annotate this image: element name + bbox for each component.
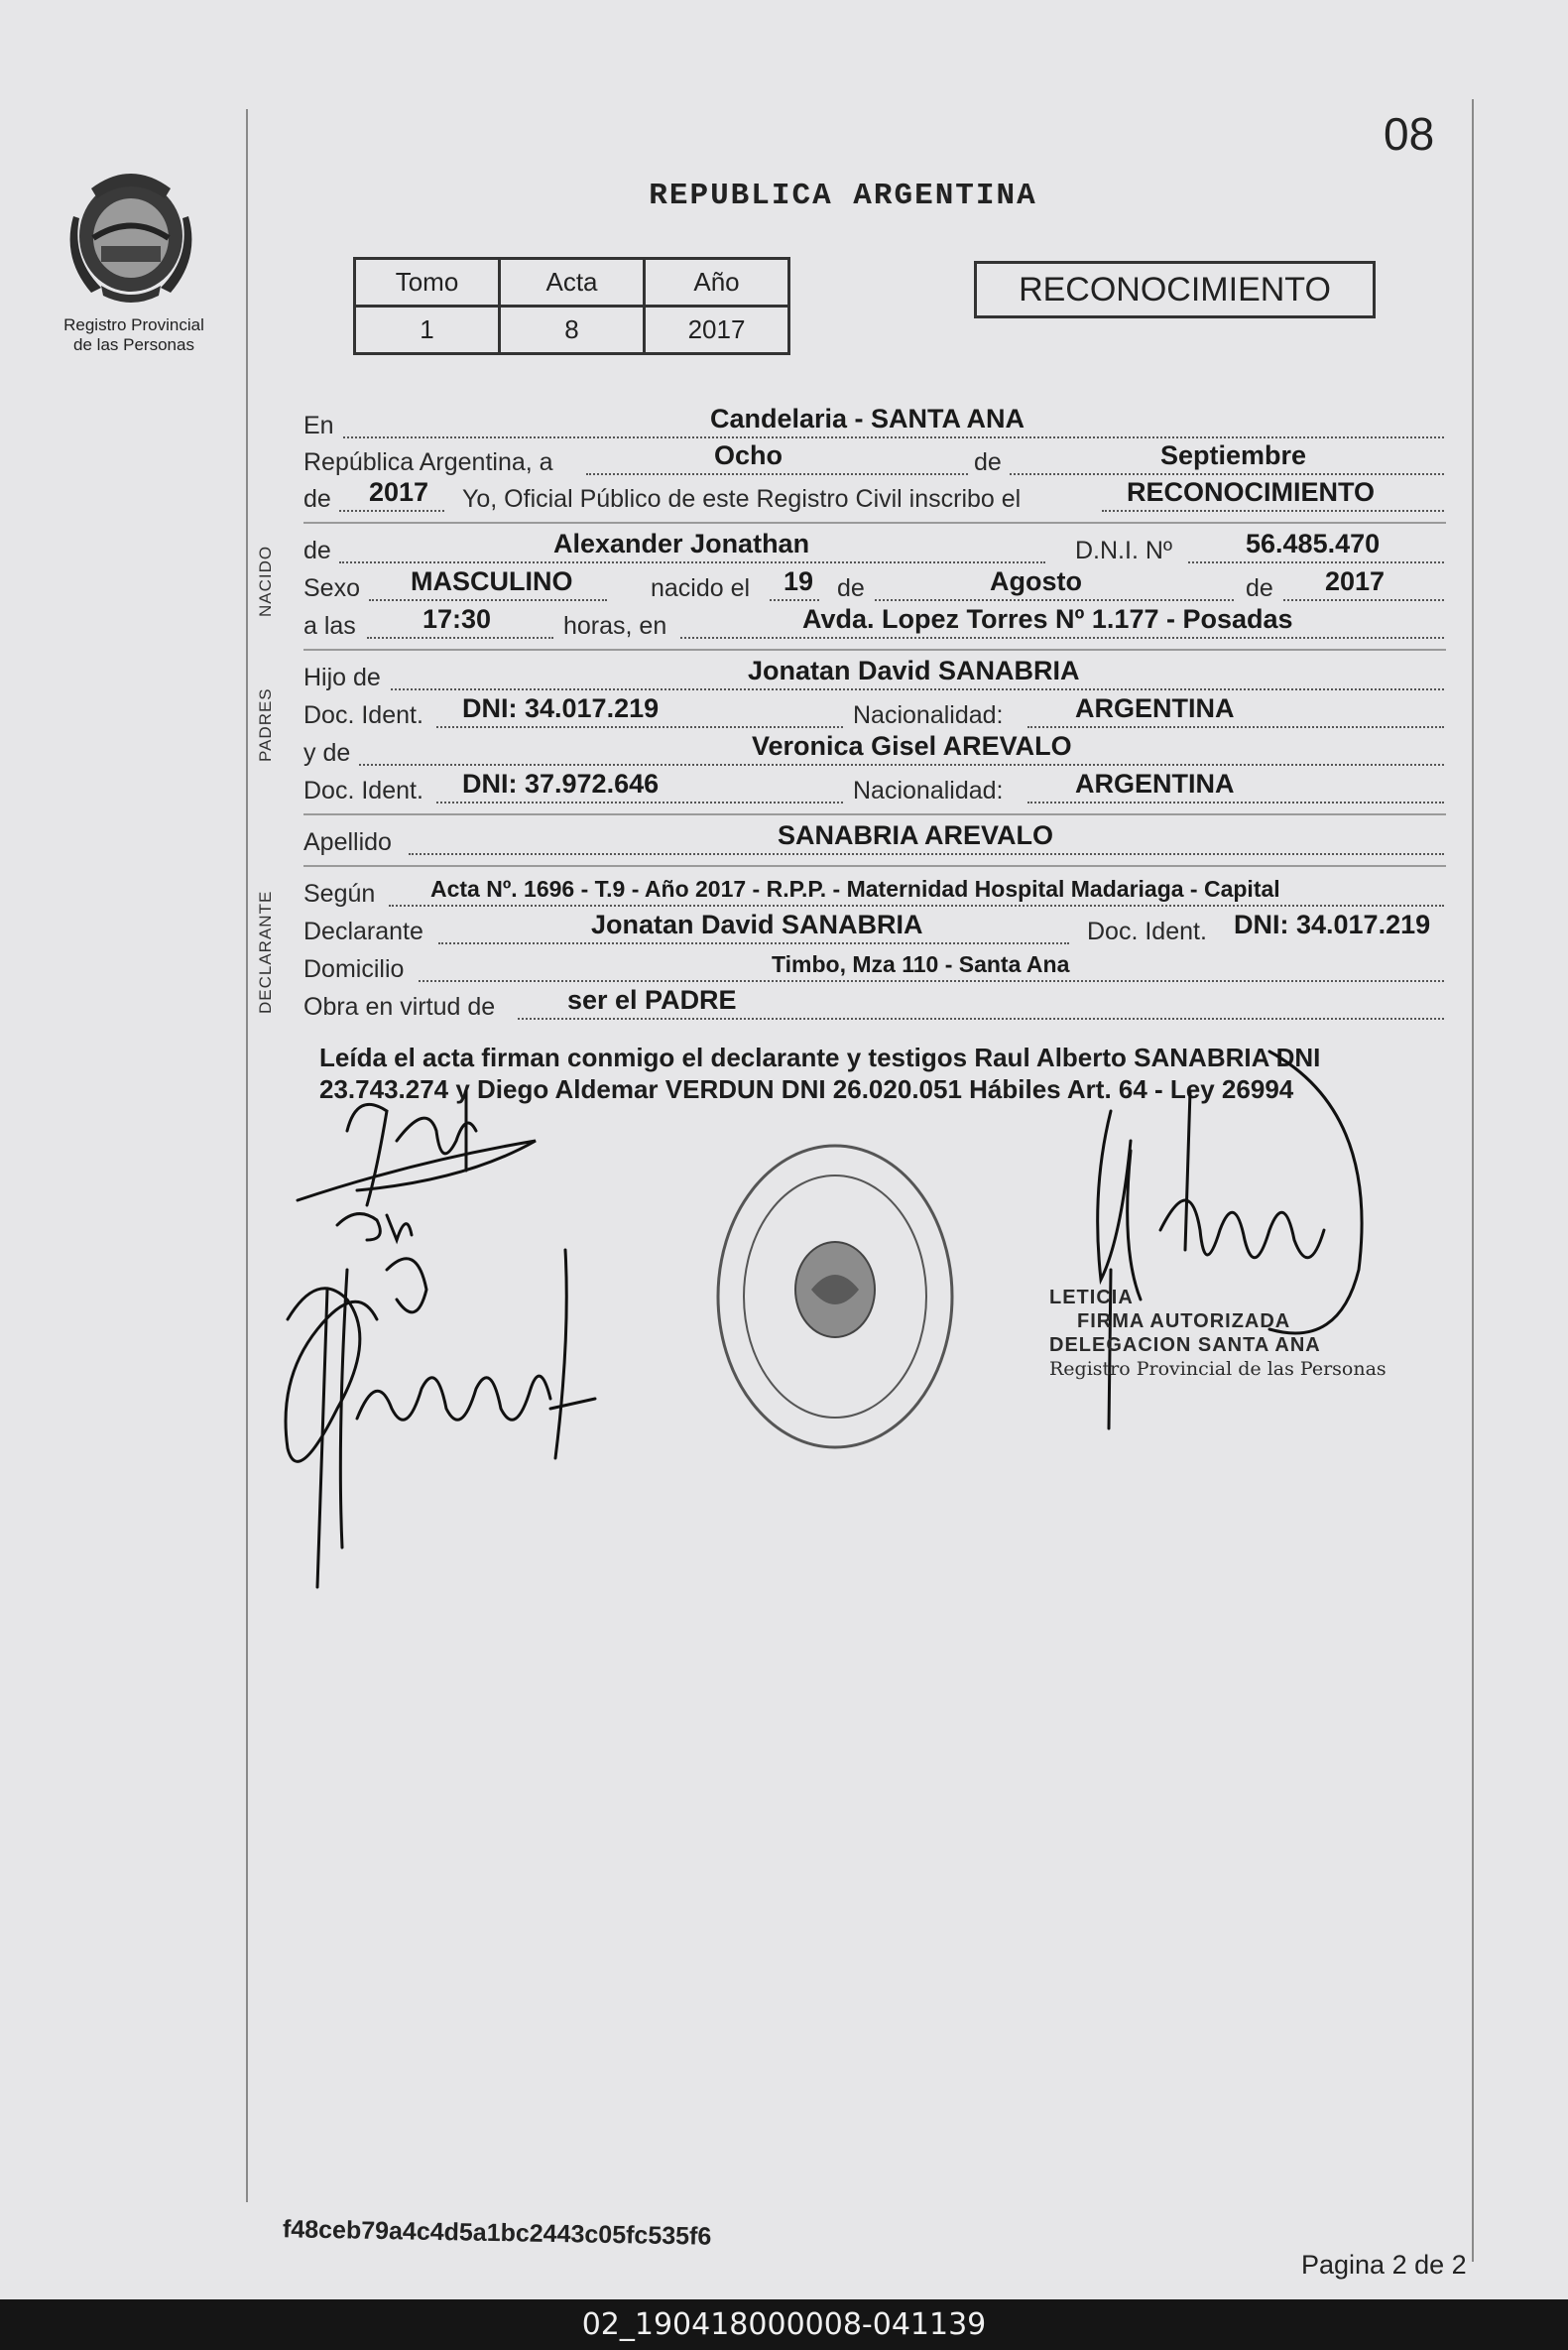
act-type-box: RECONOCIMIENTO <box>974 261 1376 318</box>
value-padre-nac: ARGENTINA <box>1075 693 1235 723</box>
side-label-padres: PADRES <box>256 687 275 762</box>
label-nacido: nacido el <box>651 574 751 602</box>
value-inscripcion: RECONOCIMIENTO <box>1127 477 1376 507</box>
value-domicilio: Timbo, Mza 110 - Santa Ana <box>772 951 1070 977</box>
value-padre: Jonatan David SANABRIA <box>748 656 1080 685</box>
label-horas-en: horas, en <box>563 612 667 640</box>
page-number: 08 <box>1384 108 1435 160</box>
label-domicilio: Domicilio <box>303 955 405 983</box>
registry-seal <box>718 1146 952 1447</box>
value-segun: Acta Nº. 1696 - T.9 - Año 2017 - R.P.P. - Maternidad Hospital Madariaga - Capital <box>430 876 1280 902</box>
ref-value-anio: 2017 <box>645 307 789 354</box>
document-hash: f48ceb79a4c4d5a1bc2443c05fc535f6 <box>282 2215 712 2251</box>
value-decl-doc: DNI: 34.017.219 <box>1234 910 1431 939</box>
ref-header-anio: Año <box>645 259 789 307</box>
ref-value-tomo: 1 <box>355 307 500 354</box>
label-de-nombre: de <box>303 537 331 564</box>
value-nac-mes: Agosto <box>990 566 1082 596</box>
value-apellido: SANABRIA AREVALO <box>778 820 1054 850</box>
label-doc-madre: Doc. Ident. <box>303 777 423 804</box>
stamp-line4: Registro Provincial de las Personas <box>1049 1358 1387 1380</box>
label-obra: Obra en virtud de <box>303 993 496 1021</box>
label-republica: República Argentina, a <box>303 448 553 476</box>
signature-stamp <box>1049 1286 1387 1381</box>
label-de-mes: de <box>974 448 1002 476</box>
value-madre-nac: ARGENTINA <box>1075 769 1235 799</box>
value-nac-anio: 2017 <box>1325 566 1386 596</box>
label-a-las: a las <box>303 612 356 640</box>
label-dni: D.N.I. Nº <box>1075 537 1173 564</box>
label-en: En <box>303 412 334 439</box>
value-madre: Veronica Gisel AREVALO <box>752 731 1072 761</box>
label-de-anio: de <box>303 485 331 513</box>
ref-value-acta: 8 <box>500 307 645 354</box>
label-doc-padre: Doc. Ident. <box>303 701 423 729</box>
value-sexo: MASCULINO <box>411 566 573 596</box>
value-anio: 2017 <box>369 477 429 507</box>
side-label-nacido: NACIDO <box>256 545 275 617</box>
label-de-nac-anio: de <box>1246 574 1273 602</box>
value-mes: Septiembre <box>1160 440 1307 470</box>
label-sexo: Sexo <box>303 574 360 602</box>
value-nombre: Alexander Jonathan <box>553 529 810 558</box>
label-de-nac-mes: de <box>837 574 865 602</box>
label-nacionalidad-madre: Nacionalidad: <box>853 777 1004 804</box>
label-nacionalidad-padre: Nacionalidad: <box>853 701 1004 729</box>
file-code-bar <box>0 2299 1568 2350</box>
value-obra: ser el PADRE <box>567 985 737 1015</box>
page-indicator: Pagina 2 de 2 <box>1301 2250 1467 2280</box>
value-lugar: Candelaria - SANTA ANA <box>710 404 1025 433</box>
ref-header-tomo: Tomo <box>355 259 500 307</box>
value-dia: Ocho <box>714 440 784 470</box>
file-code: 02_190418000008-041139 <box>581 2307 987 2342</box>
value-dni: 56.485.470 <box>1246 529 1381 558</box>
value-hora: 17:30 <box>422 604 492 634</box>
value-madre-doc: DNI: 37.972.646 <box>462 769 660 799</box>
document-title: REPUBLICA ARGENTINA <box>649 179 1037 213</box>
stamp-line1: LETICIA <box>1049 1287 1134 1308</box>
stamp-line3: DELEGACION SANTA ANA <box>1049 1334 1321 1356</box>
value-lugar-nac: Avda. Lopez Torres Nº 1.177 - Posadas <box>802 604 1293 634</box>
ref-header-acta: Acta <box>500 259 645 307</box>
value-declarante: Jonatan David SANABRIA <box>591 910 923 939</box>
label-declarante: Declarante <box>303 918 423 945</box>
logo-caption-line1: Registro Provincial <box>63 315 204 334</box>
label-y-de: y de <box>303 739 351 767</box>
value-nac-dia: 19 <box>784 566 814 596</box>
label-oficial: Yo, Oficial Público de este Registro Civil inscribo el <box>462 485 1022 513</box>
label-segun: Según <box>303 880 376 908</box>
closing-statement: Leída el acta firman conmigo el declarante y testigos Raul Alberto SANABRIA DNI 23.743.274 y Diego Aldemar VERDUN DNI 26.020.051 Hábiles Art. 64 - Ley 26994 <box>319 1043 1321 1104</box>
side-label-declarante: DECLARANTE <box>256 890 275 1014</box>
label-hijo: Hijo de <box>303 664 381 691</box>
label-decl-doc: Doc. Ident. <box>1087 918 1207 945</box>
value-padre-doc: DNI: 34.017.219 <box>462 693 660 723</box>
logo-caption-line2: de las Personas <box>73 335 194 354</box>
stamp-line2: FIRMA AUTORIZADA <box>1077 1310 1291 1332</box>
label-apellido: Apellido <box>303 828 392 856</box>
